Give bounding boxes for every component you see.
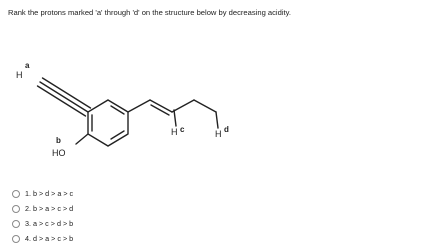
oh-bond <box>76 134 88 144</box>
option-label: 1. b > d > a > c <box>25 189 74 198</box>
radio-button[interactable] <box>12 220 20 228</box>
option-label: 4. d > a > c > b <box>25 234 74 243</box>
vinyl-bond <box>128 100 150 112</box>
hd-bond <box>216 112 218 128</box>
option-label: 2. b > a > c > d <box>25 204 74 213</box>
label-d: d <box>224 125 229 134</box>
answer-option-2[interactable] <box>12 201 73 216</box>
radio-button[interactable] <box>12 205 20 213</box>
label-b: b <box>56 136 61 145</box>
label-a: a <box>25 61 30 70</box>
label-h-d: H <box>215 129 222 139</box>
label-c: c <box>180 125 185 134</box>
radio-button[interactable] <box>12 190 20 198</box>
radio-button[interactable] <box>12 235 20 243</box>
answer-option-4[interactable] <box>12 231 73 246</box>
question-text: Rank the protons marked 'a' through 'd' on the structure below by decreasing acidity. <box>8 8 291 17</box>
label-h-c: H <box>171 127 178 137</box>
benzene-ring <box>88 100 128 146</box>
alkyne-bond <box>40 82 88 112</box>
answer-option-1[interactable] <box>12 186 73 201</box>
answer-option-3[interactable] <box>12 216 73 231</box>
label-h-a: H <box>16 70 23 80</box>
option-label: 3. a > c > d > b <box>25 219 74 228</box>
label-oh: HO <box>52 148 66 158</box>
answer-options <box>12 186 73 246</box>
hc-bond <box>174 110 176 126</box>
